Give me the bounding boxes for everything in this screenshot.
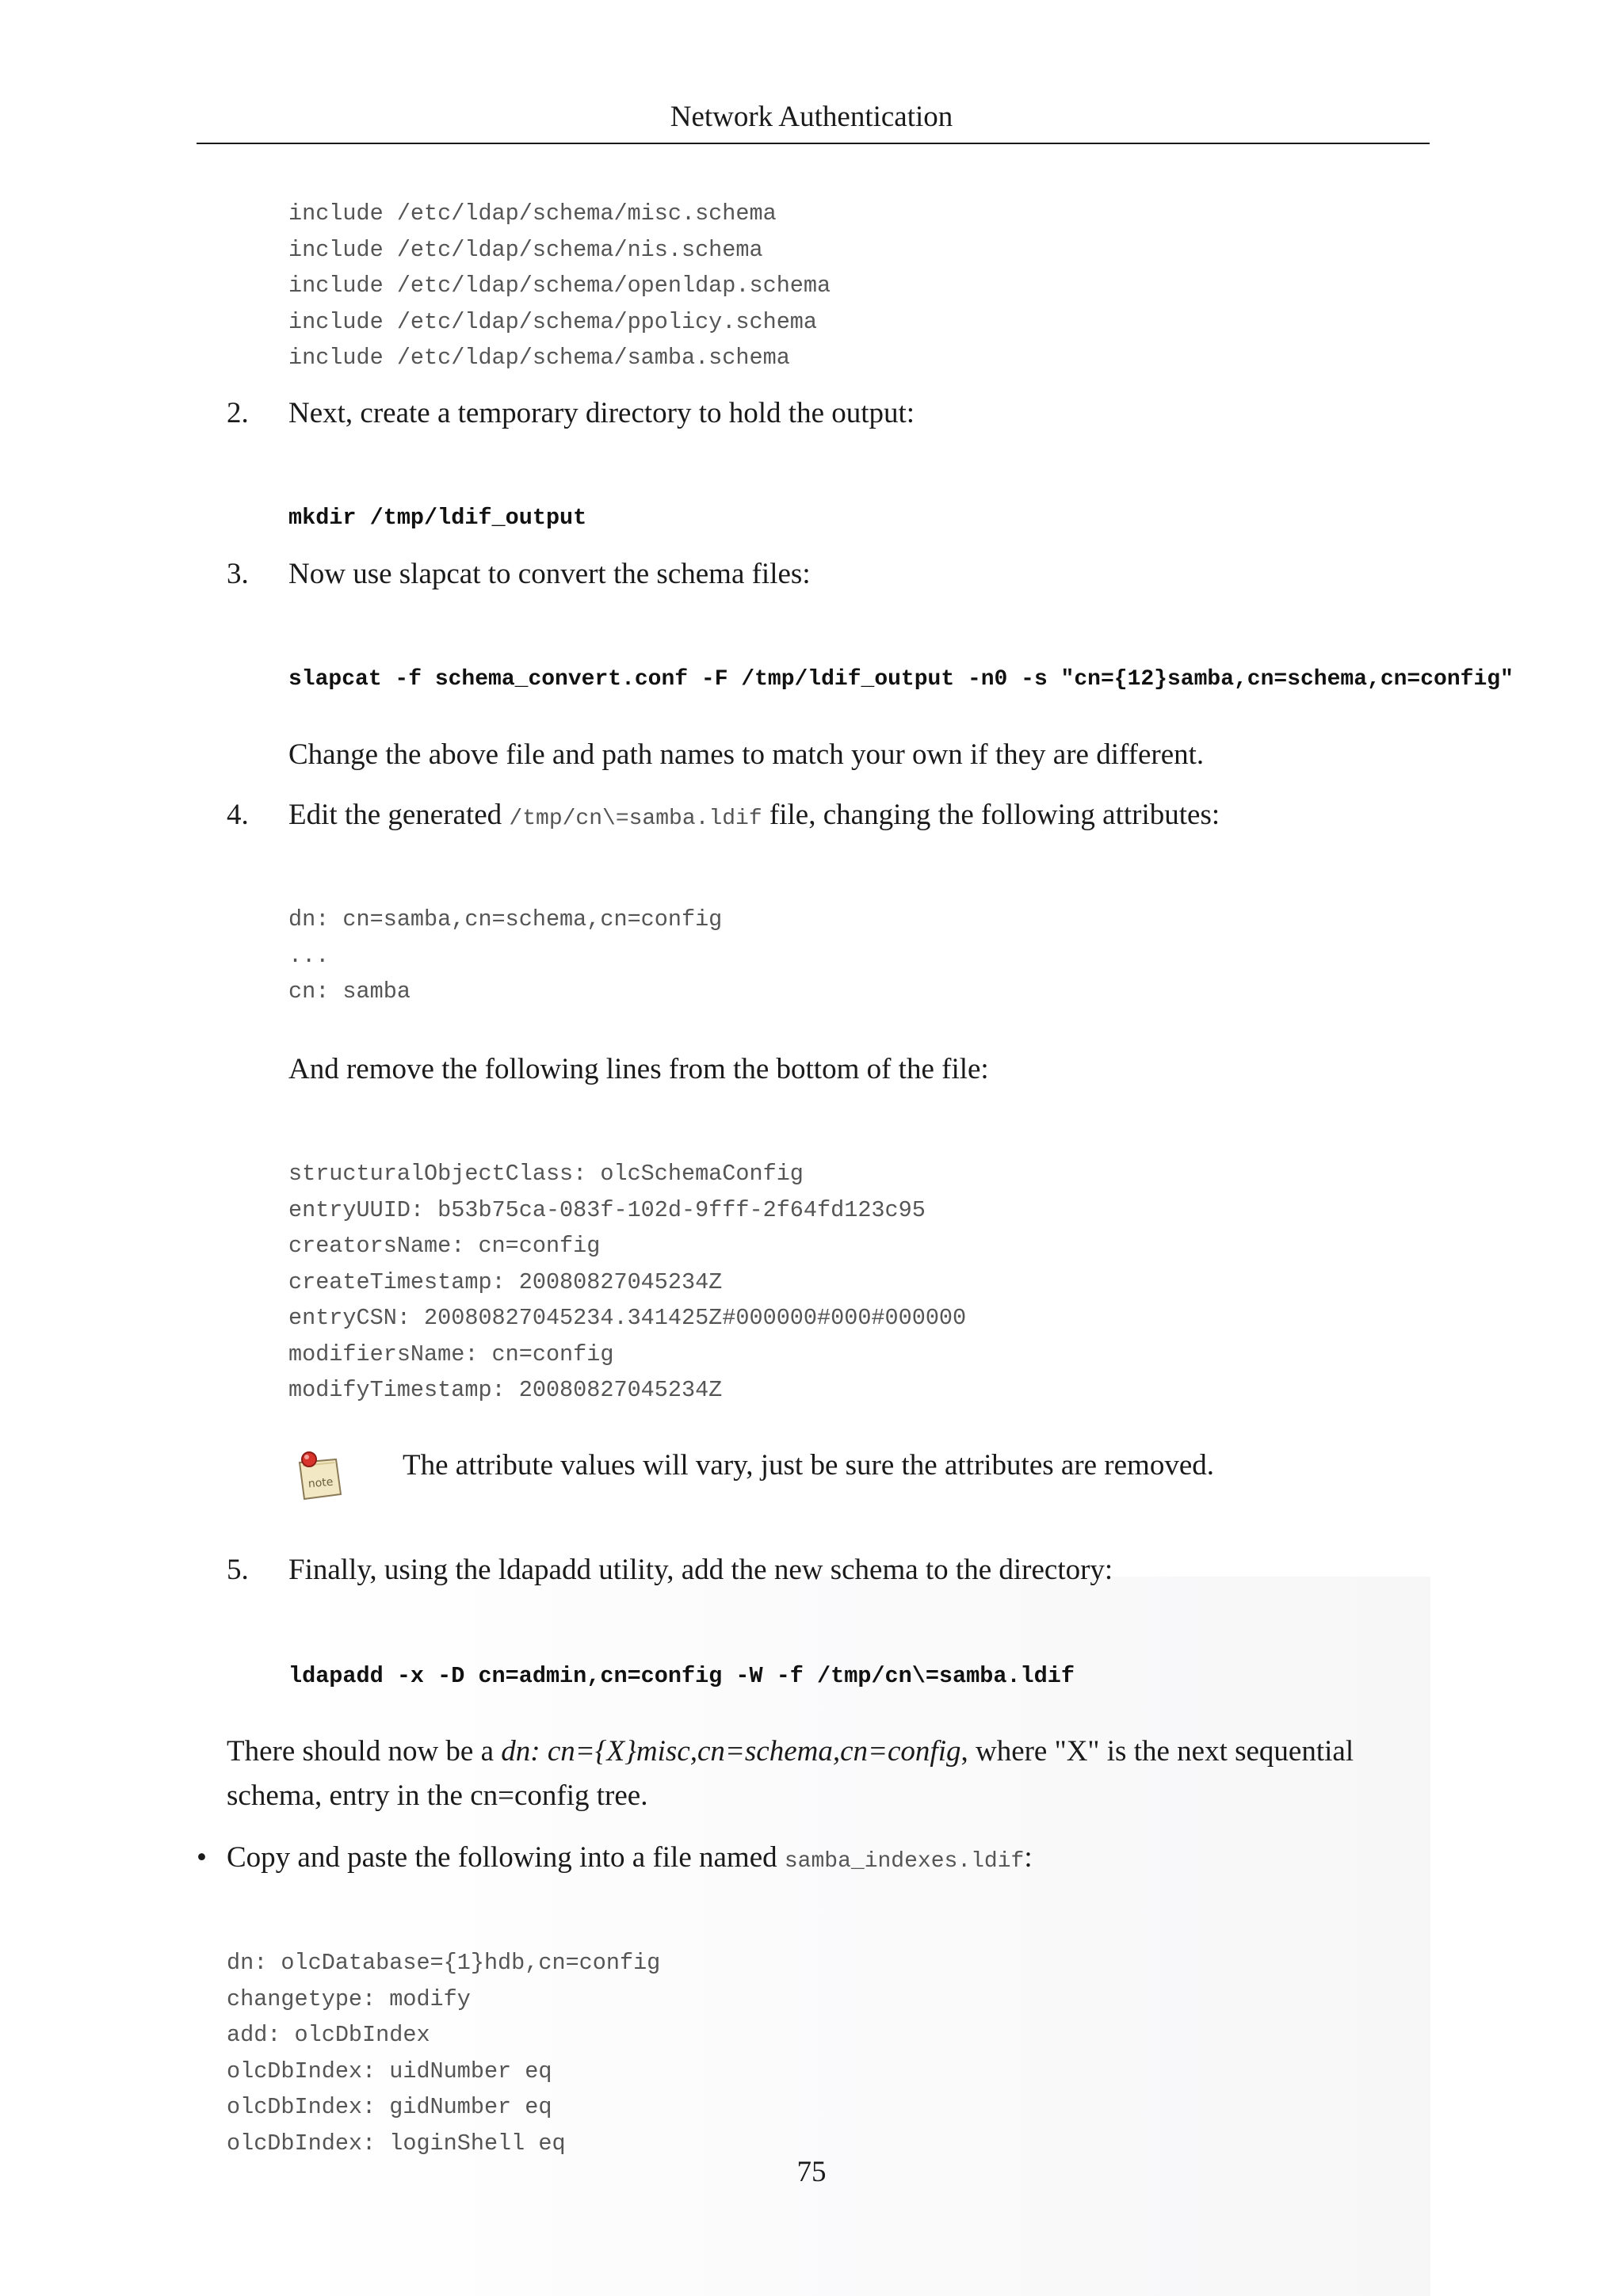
note-icon [295,1448,346,1504]
code-line: olcDbIndex: gidNumber eq [227,2094,552,2120]
step-text: Now use slapcat to convert the schema files: [288,558,811,590]
code-line: createTimestamp: 20080827045234Z [288,1268,723,1295]
bullet-text-part: : [1024,1841,1033,1874]
code-line: entryUUID: b53b75ca-083f-102d-9fff-2f64fd123c95 [288,1196,926,1223]
result-paragraph [227,1730,1415,1818]
code-line: olcDbIndex: uidNumber eq [227,2058,552,2084]
ldif-code-block [227,1945,660,2161]
header-divider [197,143,1430,144]
code-line: changetype: modify [227,1985,471,2012]
bullet-text [227,1836,1033,1884]
inline-filename: samba_indexes.ldif [784,1849,1025,1874]
code-line: include /etc/ldap/schema/openldap.schema [288,273,831,299]
code-line: creatorsName: cn=config [288,1233,601,1259]
step-note: Change the above file and path names to match your own if they are different. [288,738,1205,771]
step-text: Finally, using the ldapadd utility, add the new schema to the directory: [288,1554,1113,1586]
code-line: dn: olcDatabase={1}hdb,cn=config [227,1950,661,1976]
step-text [288,793,1220,841]
step-text: Next, create a temporary directory to hold the output: [288,397,915,429]
attribute-code-block [288,902,722,1010]
step-text-part: file, changing the following attributes: [762,799,1220,831]
remove-code-block [288,1156,966,1409]
code-line: include /etc/ldap/schema/ppolicy.schema [288,308,818,335]
command-block [288,500,586,536]
note-icon-label: note [307,1475,334,1491]
step-number: 2. [227,397,249,429]
note-text: The attribute values will vary, just be sure the attributes are removed. [403,1449,1215,1482]
code-line: ... [288,942,330,969]
code-line: ldapadd -x -D cn=admin,cn=config -W -f /tmp/cn\=samba.ldif [288,1663,1075,1689]
running-header: Network Authentication [670,101,953,133]
paragraph-part: There should now be a [227,1735,502,1768]
command-block [288,1658,1075,1695]
code-line: mkdir /tmp/ldif_output [288,505,587,531]
code-line: cn: samba [288,978,411,1005]
step-number: 4. [227,799,249,831]
code-line: modifiersName: cn=config [288,1341,614,1367]
bullet-marker: • [197,1841,207,1874]
bullet-text-part: Copy and paste the following into a file named [227,1841,785,1874]
code-line: entryCSN: 20080827045234.341425Z#000000#000#000000 [288,1305,967,1331]
step-number: 5. [227,1554,249,1586]
code-line: structuralObjectClass: olcSchemaConfig [288,1161,804,1187]
page-number: 75 [796,2156,827,2188]
code-line: add: olcDbIndex [227,2022,430,2048]
step-number: 3. [227,558,249,590]
dn-example: dn: cn={X}misc,cn=schema,cn=config [501,1735,961,1768]
inline-filename: /tmp/cn\=samba.ldif [509,807,762,831]
code-line: slapcat -f schema_convert.conf -F /tmp/ldif_output -n0 -s "cn={12}samba,cn=schema,cn=config" [288,667,1514,692]
include-code-block [288,196,831,376]
code-line: olcDbIndex: loginShell eq [227,2130,566,2157]
code-line: modifyTimestamp: 20080827045234Z [288,1377,723,1403]
remove-instruction: And remove the following lines from the bottom of the file: [288,1053,989,1085]
paragraph-part: , where "X" is the next sequential schema, entry in the cn=config tree. [227,1735,1354,1812]
code-line: include /etc/ldap/schema/samba.schema [288,345,790,371]
code-line: include /etc/ldap/schema/nis.schema [288,236,763,263]
command-block [288,662,1514,698]
code-line: dn: cn=samba,cn=schema,cn=config [288,906,723,933]
step-text-part: Edit the generated [288,799,510,831]
code-line: include /etc/ldap/schema/misc.schema [288,200,777,227]
